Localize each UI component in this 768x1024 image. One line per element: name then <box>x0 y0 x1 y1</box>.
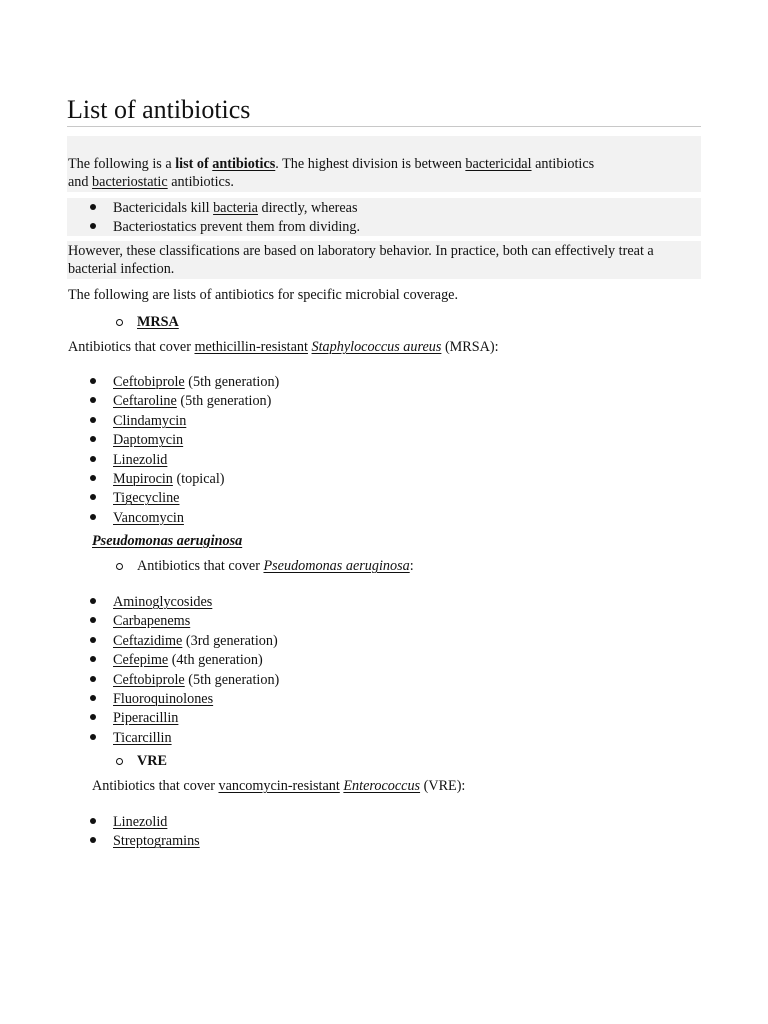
list-item <box>113 470 225 488</box>
antibiotic-link[interactable]: Tigecycline <box>113 490 180 507</box>
bullet-marker <box>90 204 96 210</box>
vre-description: Antibiotics that cover vancomycin-resistant Enterococcus (VRE): <box>92 778 466 794</box>
bullet-marker <box>90 676 96 682</box>
list-item <box>113 431 183 449</box>
intro-text: . The highest division is between <box>275 156 466 172</box>
antibiotic-note: (5th generation) <box>184 374 280 390</box>
bullet-marker <box>90 417 96 423</box>
antibiotic-link[interactable]: Ceftobiprole <box>113 374 185 390</box>
intro-bold-text: list of <box>175 156 209 172</box>
antibiotic-link[interactable]: Ceftaroline <box>113 393 177 410</box>
bullet-marker <box>90 734 96 740</box>
circle-bullet <box>116 563 123 570</box>
list-item <box>113 651 263 669</box>
circle-bullet <box>116 758 123 765</box>
antibiotic-link[interactable]: Aminoglycosides <box>113 594 213 610</box>
antibiotic-link[interactable]: Ceftobiprole <box>113 671 185 688</box>
methicillin-resistant-link[interactable]: methicillin-resistant <box>194 339 308 355</box>
intro-text: antibiotics. <box>167 174 234 190</box>
antibiotic-link[interactable]: Linezolid <box>113 451 168 468</box>
antibiotic-link[interactable]: Fluoroquinolones <box>113 691 214 707</box>
list-item <box>113 593 212 611</box>
pseudomonas-description: Antibiotics that cover Pseudomonas aeruginosa: <box>137 558 414 574</box>
intro-line-2 <box>68 173 234 191</box>
antibiotic-link[interactable]: Linezolid <box>113 814 168 830</box>
antibiotic-link[interactable]: Piperacillin <box>113 710 179 727</box>
list-item <box>113 632 278 650</box>
bacteria-link[interactable]: bacteria <box>213 200 258 216</box>
antibiotic-link[interactable]: Ceftazidime <box>113 632 183 649</box>
intro-text: The following is a <box>68 156 176 172</box>
title-divider <box>67 126 701 127</box>
antibiotic-link[interactable]: Cefepime <box>113 652 169 669</box>
however-line-1: However, these classifications are based on laboratory behavior. In practice, both can effectively treat a <box>68 243 654 259</box>
bullet-marker <box>90 837 96 843</box>
list-item <box>113 373 279 391</box>
antibiotic-link[interactable]: Streptogramins <box>113 833 200 850</box>
bullet-marker <box>90 695 96 701</box>
page-title: List of antibiotics <box>67 95 251 124</box>
antibiotic-link[interactable]: Vancomycin <box>113 509 184 526</box>
bullet-marker <box>90 818 96 824</box>
intro-text: and <box>68 174 93 190</box>
bullet-marker <box>90 514 96 520</box>
pseudomonas-aeruginosa-link[interactable]: Pseudomonas aeruginosa <box>263 558 410 574</box>
list-item <box>113 392 271 410</box>
list-item <box>113 832 200 850</box>
bactericidal-link[interactable]: bactericidal <box>465 156 532 172</box>
bullet-marker <box>90 494 96 500</box>
intro-line-1 <box>68 155 594 173</box>
list-item: Bactericidals kill bacteria directly, whereas <box>113 200 358 216</box>
bullet-marker <box>90 617 96 623</box>
bullet-marker <box>90 714 96 720</box>
mrsa-heading[interactable]: MRSA <box>137 314 179 330</box>
antibiotic-note: (5th generation) <box>176 393 272 410</box>
list-item <box>113 729 172 747</box>
bullet-marker <box>90 656 96 662</box>
antibiotic-link[interactable]: Daptomycin <box>113 432 184 449</box>
however-line-2: bacterial infection. <box>68 261 175 277</box>
list-item <box>113 412 186 430</box>
antibiotics-link[interactable]: antibiotics <box>212 156 276 172</box>
list-item <box>113 709 178 727</box>
bullet-marker <box>90 475 96 481</box>
list-item <box>113 690 213 708</box>
antibiotic-note: (3rd generation) <box>182 632 278 649</box>
list-item <box>113 612 190 630</box>
list-item <box>113 489 179 507</box>
antibiotic-link[interactable]: Ticarcillin <box>113 729 172 746</box>
pseudomonas-heading[interactable]: Pseudomonas aeruginosa <box>92 533 243 549</box>
vancomycin-resistant-link[interactable]: vancomycin-resistant <box>218 778 340 794</box>
bullet-marker <box>90 598 96 604</box>
bullet-marker <box>90 436 96 442</box>
antibiotic-note: (topical) <box>172 471 225 487</box>
list-item <box>113 509 184 527</box>
list-item <box>113 451 167 469</box>
bullet-marker <box>90 456 96 462</box>
mrsa-description: Antibiotics that cover methicillin-resistant Staphylococcus aureus (MRSA): <box>68 339 499 355</box>
antibiotic-note: (5th generation) <box>184 671 280 688</box>
bullet-marker <box>90 378 96 384</box>
bullet-marker <box>90 397 96 403</box>
bacteriostatic-link[interactable]: bacteriostatic <box>92 174 168 190</box>
antibiotic-link[interactable]: Mupirocin <box>113 471 173 487</box>
list-item <box>113 813 167 831</box>
antibiotic-note: (4th generation) <box>168 652 263 669</box>
list-item <box>113 671 279 689</box>
bullet-marker <box>90 637 96 643</box>
lists-intro: The following are lists of antibiotics for specific microbial coverage. <box>68 287 459 303</box>
circle-bullet <box>116 319 123 326</box>
enterococcus-link[interactable]: Enterococcus <box>343 778 421 794</box>
staphylococcus-aureus-link[interactable]: Staphylococcus aureus <box>311 339 442 355</box>
antibiotic-link[interactable]: Carbapenems <box>113 613 191 630</box>
list-item: Bacteriostatics prevent them from dividing. <box>113 219 361 235</box>
intro-text: antibiotics <box>531 156 595 172</box>
bullet-marker <box>90 223 96 229</box>
vre-heading: VRE <box>137 753 167 769</box>
antibiotic-link[interactable]: Clindamycin <box>113 412 187 429</box>
